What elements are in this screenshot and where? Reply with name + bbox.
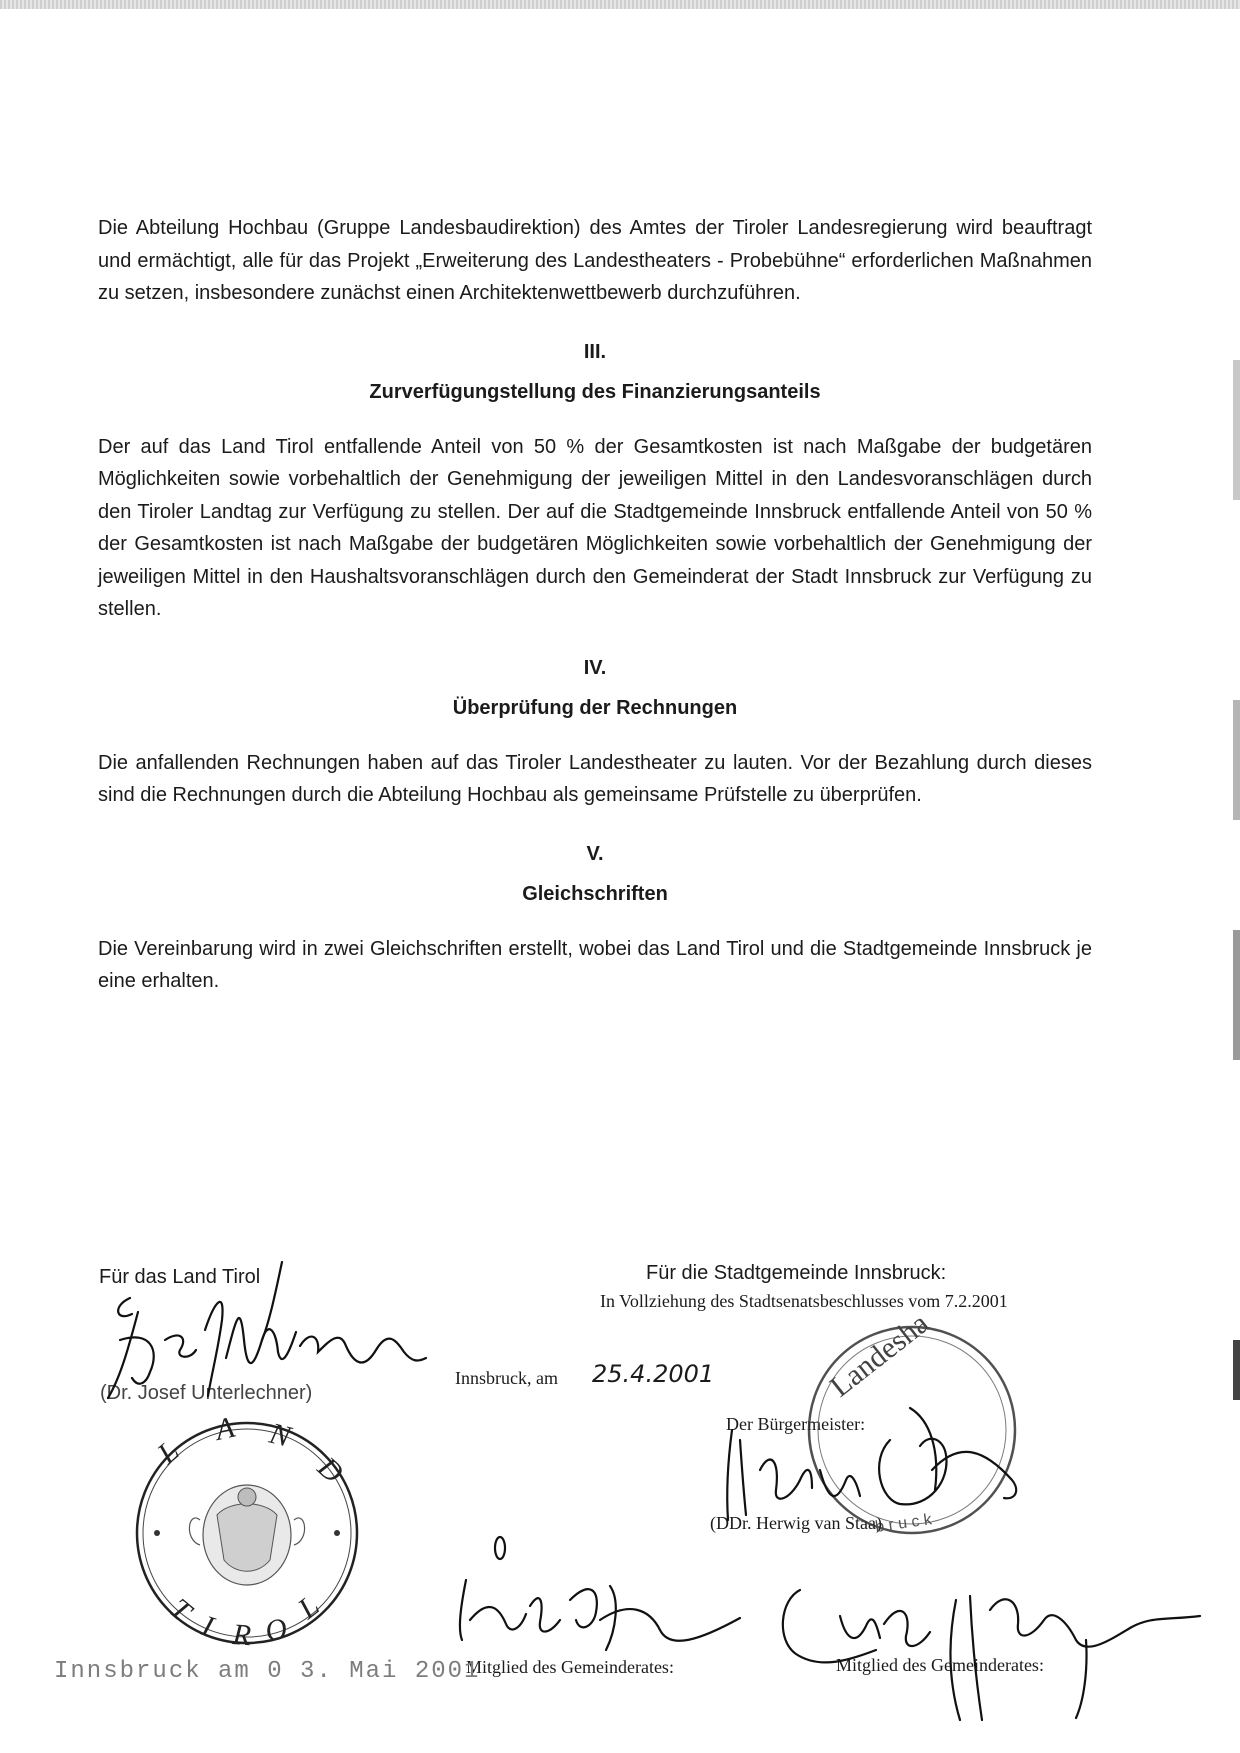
svg-text:D: D — [311, 1450, 350, 1490]
section-paragraph: Die anfallenden Rechnungen haben auf das Tiroler Landestheater zu lauten. Vor der Bezahlung durch dieses sind die Rechnungen durch die Abteilung Hochbau als gemeinsame Prüfstelle zu überprüfen. — [98, 751, 1092, 806]
left-signatory-heading: Für das Land Tirol — [99, 1266, 261, 1288]
intro-paragraph: Die Abteilung Hochbau (Gruppe Landesbaudirektion) des Amtes der Tiroler Landesregierung wird beauftragt und ermächtigt, alle für das Projekt „Erweiterung des Landestheaters - Probebühne“ erforderlichen Maßnahmen zu setzen, insbesondere zunächst einen Architektenwettbewerb durchzuführen. — [98, 217, 1092, 304]
seal-innsbruck — [809, 1307, 1015, 1536]
right-signatory-heading: Für die Stadtgemeinde Innsbruck: — [646, 1262, 947, 1284]
section-paragraph: Die Vereinbarung wird in zwei Gleichschriften erstellt, wobei das Land Tirol und die Stadtgemeinde Innsbruck je eine erhalten. — [98, 937, 1092, 992]
section-title: Überprüfung der Rechnungen — [452, 697, 738, 719]
svg-text:L: L — [151, 1434, 186, 1471]
document-body — [98, 212, 1092, 998]
seal-land-tirol — [137, 1423, 357, 1643]
place-label: Innsbruck, am — [455, 1368, 558, 1388]
council-member-label: Mitglied des Gemeinderates: — [466, 1657, 674, 1677]
council-member-label: Mitglied des Gemeinderates: — [836, 1655, 1044, 1675]
left-signatory-name: (Dr. Josef Unterlechner) — [100, 1382, 313, 1404]
svg-text:T: T — [163, 1592, 198, 1629]
scan-border — [0, 0, 1240, 9]
signature-council-member-2 — [783, 1590, 1200, 1720]
signature-council-member-1 — [460, 1537, 740, 1650]
svg-text:L: L — [291, 1589, 326, 1626]
svg-text:R: R — [231, 1618, 253, 1653]
date-stamp: Innsbruck am 0 3. Mai 2001 — [54, 1658, 481, 1685]
handwritten-date: 25.4.2001 — [592, 1360, 715, 1388]
svg-text:I: I — [197, 1609, 218, 1644]
section-title: Zurverfügungstellung des Finanzierungsanteils — [369, 381, 821, 403]
mayor-label: Der Bürgermeister: — [726, 1414, 866, 1434]
section-title: Gleichschriften — [522, 883, 668, 905]
scan-edge-mark — [1233, 360, 1240, 500]
signature-unterlechner — [108, 1262, 426, 1398]
mayor-name: (DDr. Herwig van Staa) — [710, 1513, 882, 1533]
scan-edge-mark — [1233, 1340, 1240, 1400]
section-number: III. — [583, 340, 607, 363]
scan-edge-mark — [1233, 700, 1240, 820]
right-signatory-subheading: In Vollziehung des Stadtsenatsbeschlusses vom 7.2.2001 — [600, 1291, 1008, 1311]
signature-van-staa — [727, 1408, 1016, 1520]
svg-text:N: N — [266, 1416, 294, 1454]
section-paragraph: Der auf das Land Tirol entfallende Anteil von 50 % der Gesamtkosten ist nach Maßgabe der budgetären Möglichkeiten sowie vorbehaltlich der Genehmigung der jeweiligen Mittel in den Landesvoranschlägen durch den Tiroler Landtag zur Verfügung zu stellen. Der auf die Stadtgemeinde Innsbruck entfallende Anteil von 50 % der Gesamtkosten ist nach Maßgabe der budgetären Möglichkeiten sowie vorbehaltlich der Genehmigung der jeweiligen Mittel in den Haushaltsvoranschlägen durch den Gemeinderat der Stadt Innsbruck zur Verfügung zu stellen. — [98, 435, 1092, 620]
svg-text:b r u c k: b r u c k — [874, 1511, 933, 1536]
svg-text:A: A — [212, 1410, 238, 1447]
seal-land-tirol-letters — [151, 1411, 350, 1653]
section-number: V. — [586, 842, 604, 865]
svg-text:Landesha: Landesha — [823, 1306, 935, 1404]
section-number: IV. — [583, 656, 607, 679]
svg-text:O: O — [261, 1611, 291, 1649]
scan-edge-mark — [1233, 930, 1240, 1060]
